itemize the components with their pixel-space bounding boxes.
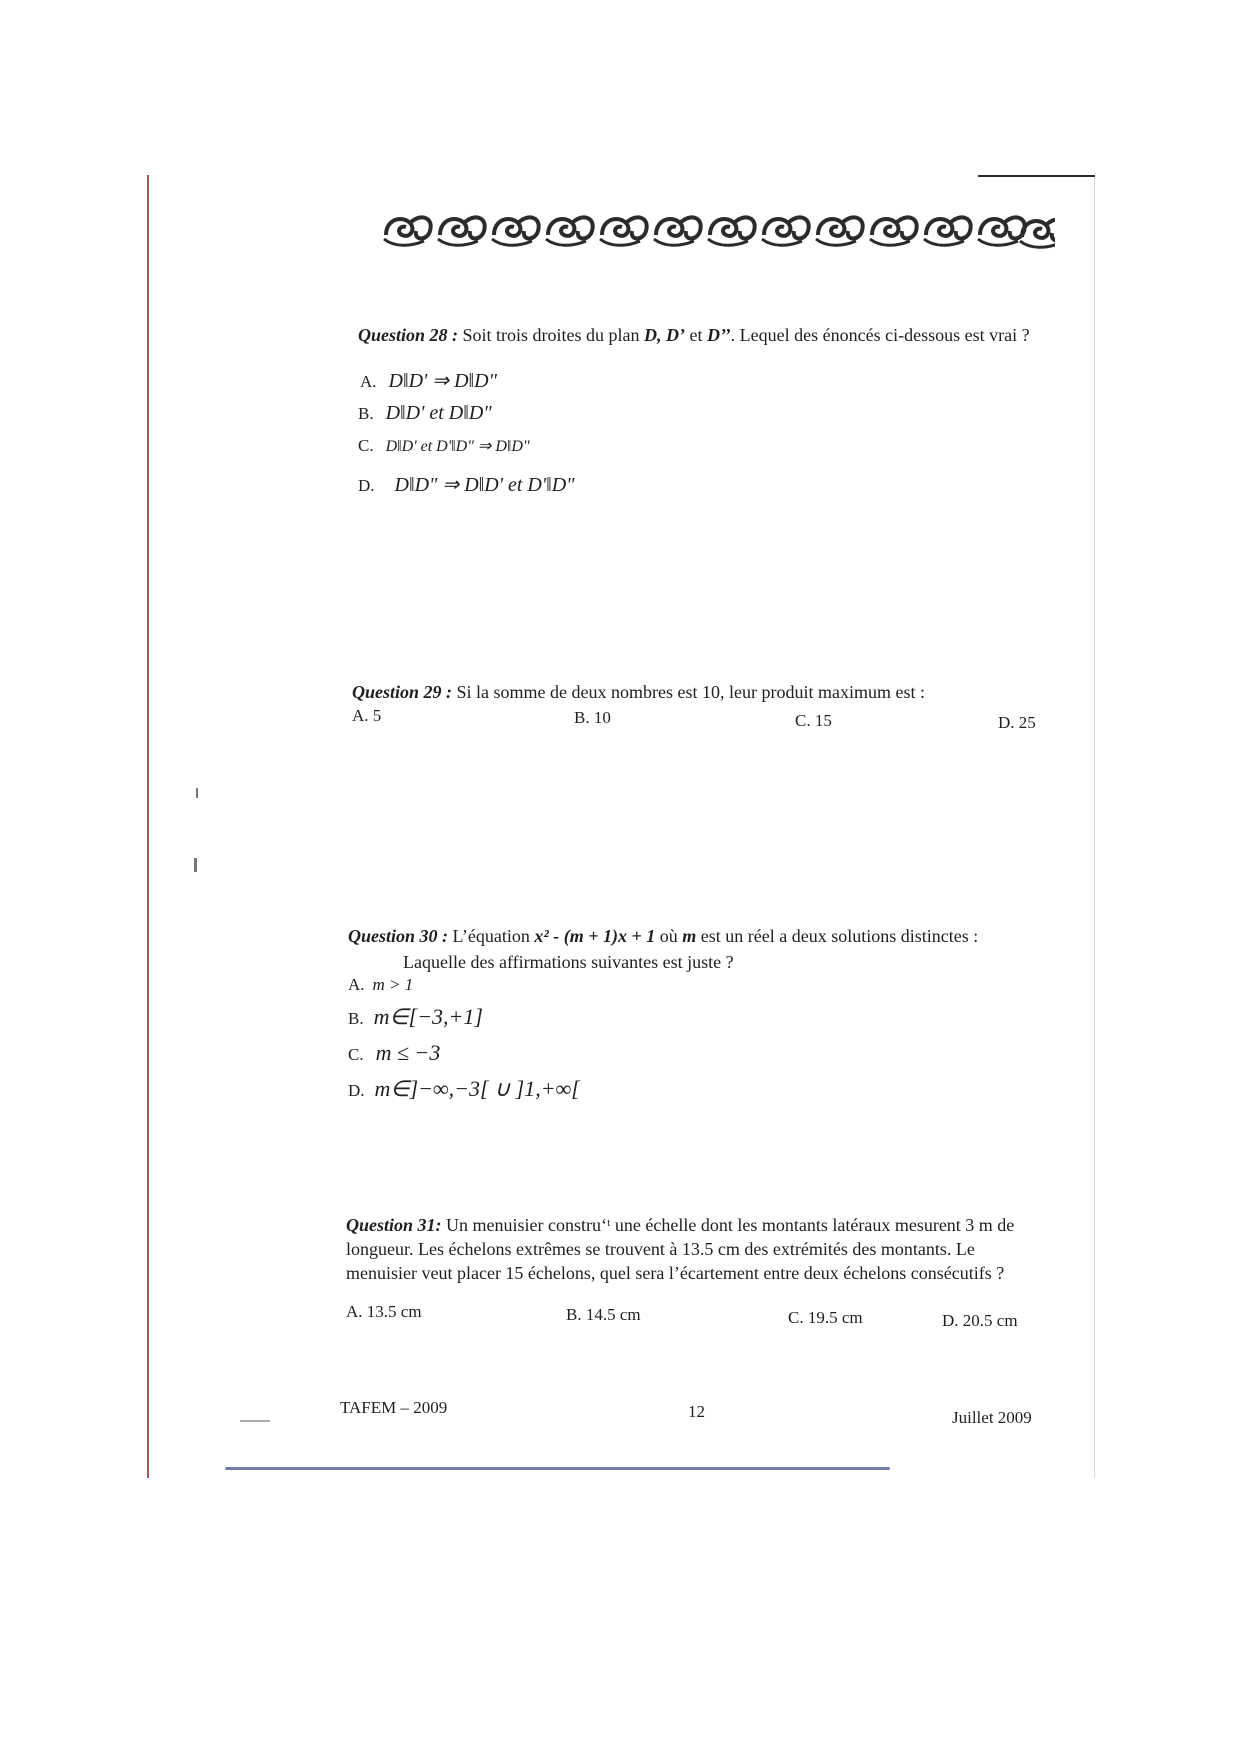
conjunction: et (685, 325, 708, 345)
question-28-text: Soit trois droites du plan (462, 325, 645, 345)
question-31-line-2: longueur. Les échelons extrêmes se trouvent à 13.5 cm des extrémités des montants. Le (346, 1239, 975, 1259)
question-28-stem (358, 324, 1078, 346)
ornament-border (380, 205, 1055, 253)
option-expression: m∈]−∞,−3[ ∪ ]1,+∞[ (374, 1076, 580, 1101)
option-letter: A. (348, 975, 365, 994)
option-28-a (360, 368, 497, 393)
equation: x² - (m + 1)x + 1 (534, 926, 656, 946)
option-29-a: A. 5 (352, 706, 382, 725)
left-margin-rule (147, 175, 149, 1478)
footer-page-number: 12 (688, 1402, 705, 1421)
question-31-line-3: menuisier veut placer 15 échelons, quel sera l’écartement entre deux échelons consécutifs ? (346, 1263, 1005, 1283)
option-31-d: D. 20.5 cm (942, 1311, 1018, 1330)
option-letter: B. (348, 1009, 364, 1028)
option-30-c (348, 1040, 440, 1066)
scan-speck (240, 1420, 270, 1422)
option-31-a: A. 13.5 cm (346, 1302, 422, 1321)
footer-exam-name: TAFEM – 2009 (340, 1398, 448, 1417)
question-31-label: Question 31: (346, 1215, 442, 1235)
scan-speck (196, 788, 198, 798)
scan-speck (194, 858, 197, 872)
option-30-d (348, 1076, 580, 1102)
question-28-question: . Lequel des énoncés ci-dessous est vrai ? (730, 325, 1030, 345)
question-29-label: Question 29 : (352, 682, 453, 702)
option-expression: D‖D' ⇒ D‖D" (388, 370, 497, 392)
option-29-b: B. 10 (574, 708, 611, 727)
bottom-rule (225, 1467, 890, 1470)
option-expression: D‖D' et D‖D" (385, 402, 492, 424)
option-28-d (358, 472, 575, 497)
question-31-line-1 (346, 1214, 1066, 1236)
question-29-text: Si la somme de deux nombres est 10, leur produit maximum est : (456, 682, 925, 702)
option-30-a (348, 975, 413, 995)
option-31-c: C. 19.5 cm (788, 1308, 863, 1327)
option-28-c (358, 436, 530, 456)
question-30-label: Question 30 : (348, 926, 449, 946)
question-30-prompt: Laquelle des affirmations suivantes est juste ? (403, 952, 734, 972)
option-letter: C. (358, 436, 374, 455)
line-name-d3: D’’ (707, 325, 731, 345)
option-letter: B. (358, 404, 374, 423)
right-margin-rule (1094, 175, 1095, 1478)
question-30-text-end: est un réel a deux solutions distinctes : (696, 926, 979, 946)
question-30-stem (348, 925, 1128, 947)
footer-date: Juillet 2009 (952, 1408, 1032, 1427)
option-expression: m ≤ −3 (375, 1040, 441, 1065)
top-corner-rule (978, 175, 1095, 177)
option-31-b: B. 14.5 cm (566, 1305, 641, 1324)
option-29-d: D. 25 (998, 713, 1036, 732)
question-28-label: Question 28 : (358, 325, 459, 345)
option-29-c: C. 15 (795, 711, 832, 730)
question-30-text-mid: où (655, 926, 683, 946)
line-names: D, D’ (644, 325, 686, 345)
option-letter: A. (360, 372, 377, 391)
parameter-m: m (682, 926, 697, 946)
option-28-b (358, 402, 492, 425)
question-31-text: Un menuisier constru‘ᵗ une échelle dont les montants latéraux mesurent 3 m de (446, 1215, 1015, 1235)
option-expression: m∈[−3,+1] (373, 1004, 483, 1029)
option-letter: C. (348, 1045, 364, 1064)
option-30-b (348, 1004, 483, 1030)
option-letter: D. (358, 476, 375, 495)
option-letter: D. (348, 1081, 365, 1100)
option-expression: m > 1 (372, 975, 414, 994)
question-30-text: L’équation (452, 926, 535, 946)
option-expression: D‖D' et D'‖D" ⇒ D‖D" (385, 438, 530, 455)
question-29-stem (352, 681, 1092, 703)
option-expression: D‖D" ⇒ D‖D' et D'‖D" (394, 474, 575, 496)
